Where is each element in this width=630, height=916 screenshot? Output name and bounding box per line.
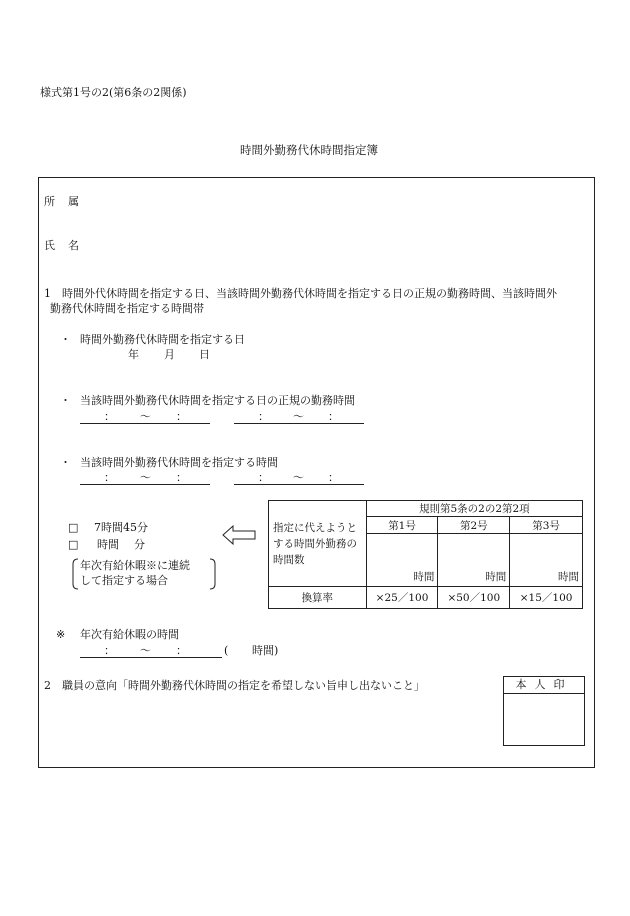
hours-unit: 時間	[413, 571, 435, 583]
column-header: 第2号	[438, 517, 510, 534]
option2-minutes-label: 分	[134, 538, 145, 551]
time-range-field[interactable]	[234, 423, 364, 424]
arrow-left-icon	[221, 524, 257, 546]
checkbox-7h45m[interactable]: □	[68, 521, 79, 534]
date-month: 月	[164, 348, 175, 361]
hours-cell[interactable]	[438, 534, 510, 587]
colon: ：	[176, 471, 187, 484]
sub-a-label: 時間外勤務代休時間を指定する日	[80, 333, 245, 346]
bullet: ・	[60, 333, 71, 346]
item2-number: 2	[44, 679, 51, 692]
option2-hours-label: 時間	[97, 538, 119, 551]
note-line1: 年次有給休暇※に連続	[80, 559, 190, 572]
colon: ：	[328, 471, 339, 484]
item1-text-line2: 勤務代休時間を指定する時間帯	[50, 302, 204, 315]
hours-cell[interactable]	[366, 534, 438, 587]
hours-unit: 時間	[485, 571, 507, 583]
annual-leave-time-field[interactable]	[80, 657, 222, 658]
item1-number: 1	[44, 287, 51, 300]
annual-leave-label: 年次有給休暇の時間	[80, 628, 179, 641]
colon: ：	[176, 410, 187, 423]
hours-paren-open: (	[224, 644, 229, 657]
affiliation-label: 所 属	[44, 195, 80, 208]
colon: ：	[258, 410, 269, 423]
rule-header: 規則第5条の2の2第2項	[366, 501, 582, 517]
rate-cell: ×15／100	[510, 587, 583, 609]
column-header: 第1号	[366, 517, 438, 534]
tilde: ～	[293, 471, 304, 484]
colon: ：	[104, 410, 115, 423]
page-title: 時間外勤務代休時間指定簿	[240, 143, 378, 157]
time-range-field[interactable]	[80, 423, 210, 424]
date-year: 年	[128, 348, 139, 361]
sub-c-label: 当該時間外勤務代休時間を指定する時間	[80, 456, 278, 469]
checkbox-custom-hours[interactable]: □	[68, 538, 79, 551]
time-range-field[interactable]	[80, 484, 210, 485]
tilde: ～	[140, 644, 151, 657]
time-range-field[interactable]	[234, 484, 364, 485]
colon: ：	[104, 644, 115, 657]
form-id: 様式第1号の2(第6条の2関係)	[40, 86, 187, 99]
asterisk-mark: ※	[56, 628, 66, 641]
colon: ：	[258, 471, 269, 484]
seal-box[interactable]	[503, 676, 585, 746]
rate-cell: ×25／100	[366, 587, 438, 609]
colon: ：	[176, 644, 187, 657]
sub-b-label: 当該時間外勤務代休時間を指定する日の正規の勤務時間	[80, 394, 355, 407]
colon: ：	[104, 471, 115, 484]
column-header: 第3号	[510, 517, 583, 534]
option1-label: 7時間45分	[94, 521, 148, 534]
row-label: 指定に代えようとする時間外勤務の時間数	[269, 501, 367, 587]
bullet: ・	[60, 456, 71, 469]
colon: ：	[328, 410, 339, 423]
tilde: ～	[293, 410, 304, 423]
tilde: ～	[140, 471, 151, 484]
hours-cell[interactable]	[510, 534, 583, 587]
hours-paren-text: 時間)	[252, 644, 279, 657]
tilde: ～	[140, 410, 151, 423]
note-line2: して指定する場合	[80, 574, 168, 587]
name-label: 氏 名	[44, 239, 80, 252]
hours-unit: 時間	[558, 571, 579, 583]
conversion-table	[268, 500, 583, 609]
item2-text: 職員の意向「時間外勤務代休時間の指定を希望しない旨申し出ないこと」	[62, 679, 425, 692]
seal-label: 本人印	[504, 677, 584, 694]
rate-cell: ×50／100	[438, 587, 510, 609]
bullet: ・	[60, 394, 71, 407]
item1-text-line1: 時間外代休時間を指定する日、当該時間外勤務代休時間を指定する日の正規の勤務時間、当該時間外	[62, 287, 557, 300]
rate-label: 換算率	[269, 587, 367, 609]
date-day: 日	[199, 348, 210, 361]
